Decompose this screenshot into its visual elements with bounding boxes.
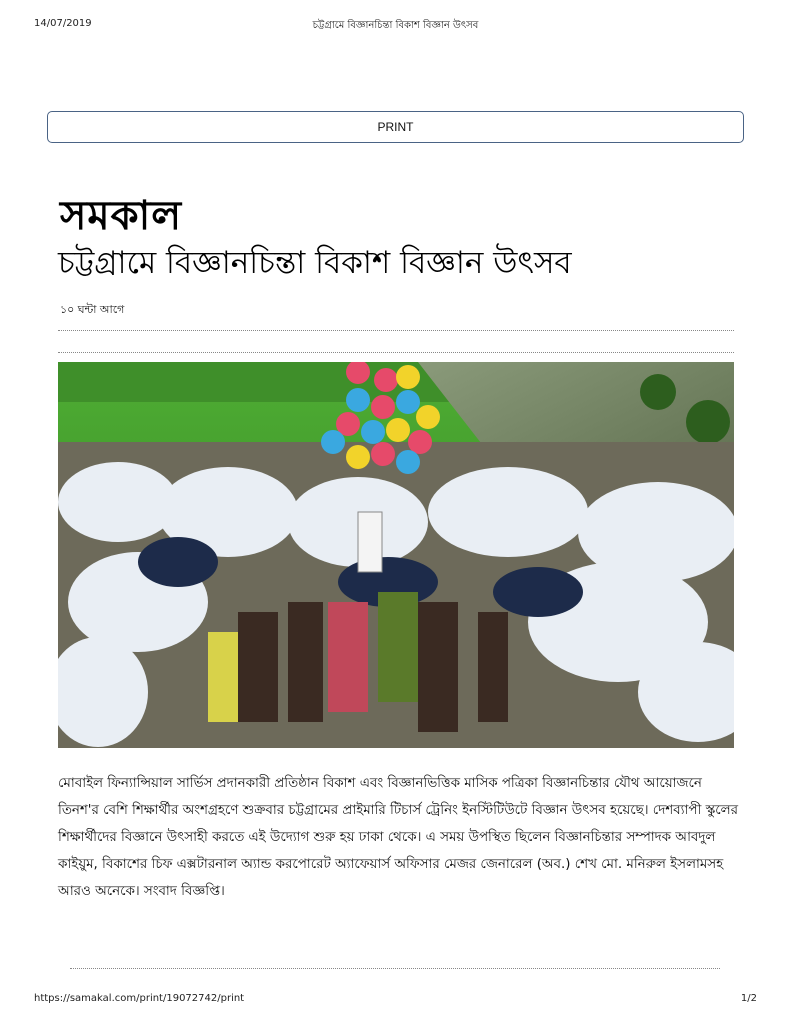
article-body: মোবাইল ফিন্যান্সিয়াল সার্ভিস প্রদানকারী প্রতিষ্ঠান বিকাশ এবং বিজ্ঞানভিত্তিক মাসিক পত্রিকা বিজ্ঞানচিন্তার যৌথ আয়োজনে তিনশ'র বেশি শিক্ষার্থীর অংশগ্রহণে শুক্রবার চট্টগ্রামের প্রাইমারি টিচার্স ট্রেনিং ইনস্টিটিউটে বিজ্ঞান উৎসব হয়েছে। দেশব্যাপী স্কুলের শিক্ষার্থীদের বিজ্ঞানে উৎসাহী করতে এই উদ্যোগ শুরু হয় ঢাকা থেকে। এ সময় উপস্থিত ছিলেন বিজ্ঞানচিন্তার সম্পাদক আবদুল কাইয়ুম, বিকাশের চিফ এক্সটারনাল অ্যান্ড করপোরেট অ্যাফেয়ার্স অফিসার মেজর জেনারেল (অব.) শেখ মো. মনিরুল ইসলামসহ আরও অনেকে। সংবাদ বিজ্ঞপ্তি।: [58, 776, 738, 899]
print-button-label: PRINT: [377, 120, 414, 134]
footer-page-number: 1/2: [740, 993, 757, 1004]
footer-divider: [70, 968, 720, 969]
header-date: 14/07/2019: [34, 18, 92, 29]
newspaper-logo: সমকাল: [60, 193, 183, 239]
divider-bottom: [58, 352, 734, 353]
footer-url: https://samakal.com/print/19072742/print: [34, 993, 245, 1004]
print-button[interactable]: [47, 111, 744, 143]
article-headline: চট্টগ্রামে বিজ্ঞানচিন্তা বিকাশ বিজ্ঞান উৎসব: [58, 245, 572, 281]
article-photo: [58, 362, 734, 748]
header-title: চট্টগ্রামে বিজ্ঞানচিন্তা বিকাশ বিজ্ঞান উৎসব: [312, 20, 479, 31]
article-time: ১০ ঘন্টা আগে: [60, 303, 125, 316]
article-photo-graphic: [58, 362, 734, 748]
divider-top: [58, 330, 734, 331]
